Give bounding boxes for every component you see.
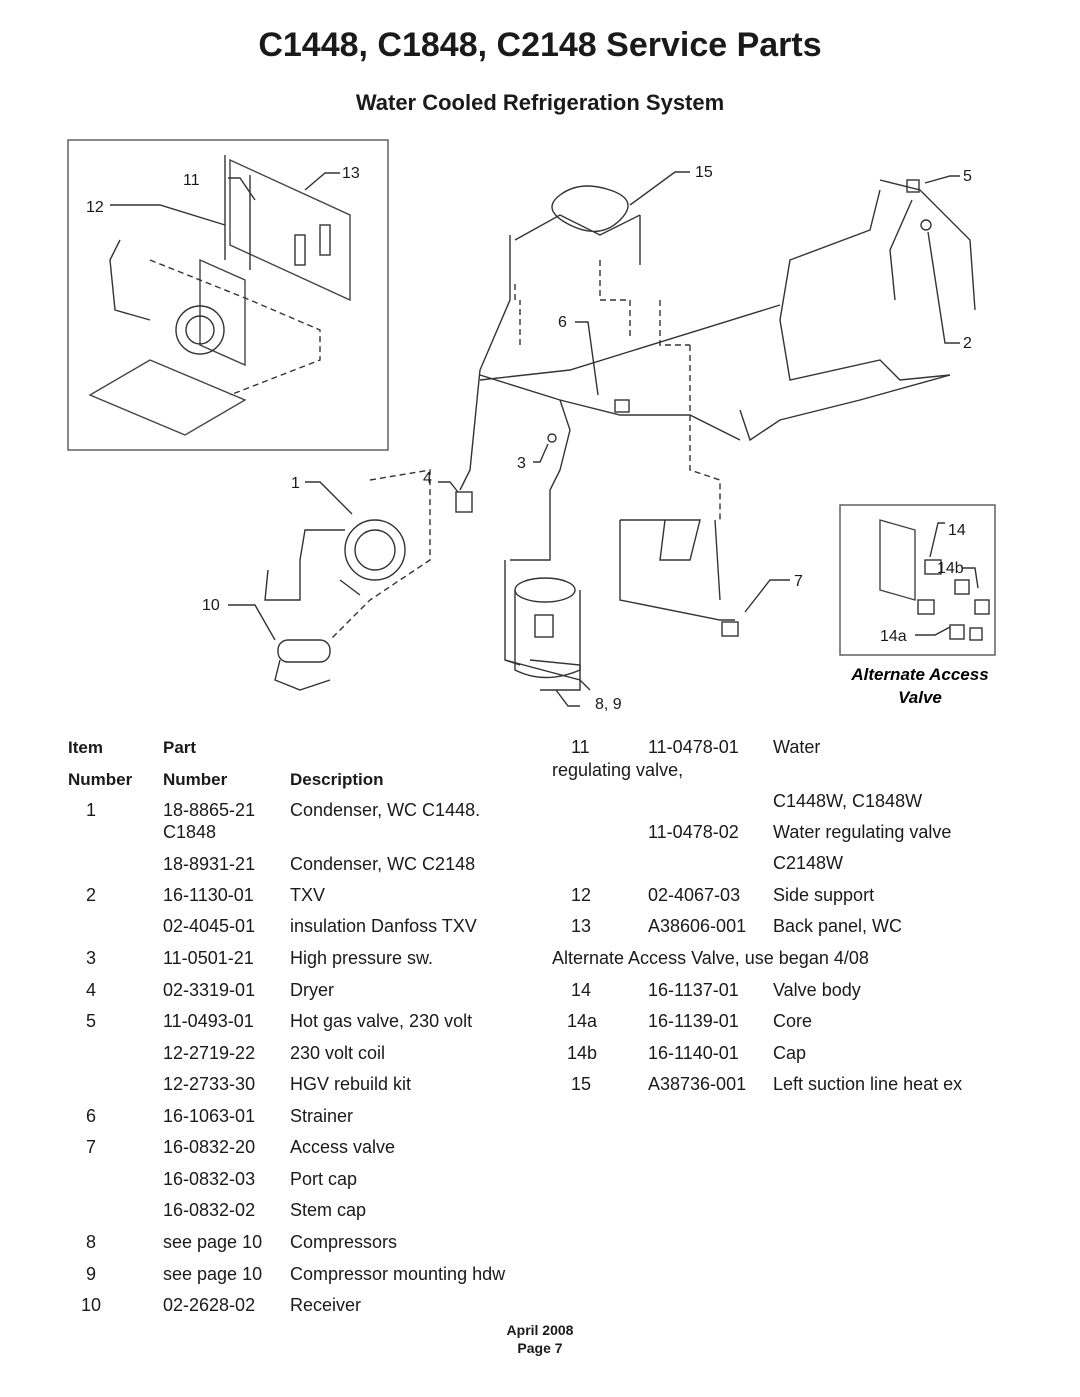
page-subtitle: Water Cooled Refrigeration System (355, 90, 725, 115)
callout-1: 1 (291, 475, 300, 492)
item-number: 15 (571, 1074, 592, 1094)
alternate-access-caption-line-1: Alternate Access (851, 665, 989, 684)
part-description: HGV rebuild kit (290, 1074, 412, 1094)
item-number: 6 (86, 1106, 97, 1126)
part-description: Core (773, 1011, 813, 1031)
part-description: Left suction line heat ex (773, 1074, 963, 1094)
part-description: Water regulating valve (773, 822, 952, 842)
item-number: 13 (571, 916, 592, 936)
callout-4: 4 (423, 470, 432, 487)
callout-15: 15 (695, 164, 713, 181)
callout-7: 7 (794, 573, 803, 590)
part-number: 16-0832-02 (163, 1200, 256, 1220)
part-description: Access valve (290, 1137, 396, 1157)
item-number: 12 (571, 885, 592, 905)
item-number: 14b (567, 1043, 598, 1063)
part-description: Hot gas valve, 230 volt (290, 1011, 473, 1031)
item-number: 8 (86, 1232, 97, 1252)
part-number: 02-3319-01 (163, 980, 256, 1000)
item-number: 2 (86, 885, 97, 905)
part-number: 16-0832-03 (163, 1169, 256, 1189)
alternate-access-caption-line-2: Valve (898, 688, 942, 707)
part-number: 16-1139-01 (648, 1011, 739, 1031)
item-number: 3 (86, 948, 97, 968)
callout-13: 13 (342, 165, 360, 182)
part-number: see page 10 (163, 1232, 263, 1252)
part-description: Compressors (290, 1232, 398, 1252)
item-number: 11 (571, 737, 590, 757)
header-item-2: Number (68, 770, 133, 789)
part-number: 11-0478-02 (648, 822, 739, 842)
part-description: Side support (773, 885, 875, 905)
alternate-access-note: Alternate Access Valve, use began 4/08 (552, 948, 869, 968)
item-number: 14 (571, 980, 592, 1000)
callout-14b: 14b (937, 560, 964, 577)
callout-8-9: 8, 9 (595, 696, 622, 713)
part-description: High pressure sw. (290, 948, 434, 968)
callout-5: 5 (963, 168, 972, 185)
page-title: C1448, C1848, C2148 Service Parts (258, 26, 822, 64)
callout-11: 11 (183, 172, 200, 189)
callout-14: 14 (948, 522, 966, 539)
item-continuation: C1848 (163, 822, 217, 842)
part-number: 18-8931-21 (163, 854, 256, 874)
header-part-2: Number (163, 770, 228, 789)
part-number: 11-0501-21 (163, 948, 254, 968)
footer-page-number: Page 7 (517, 1340, 563, 1356)
part-number: 16-0832-20 (163, 1137, 256, 1157)
part-number: 02-4045-01 (163, 916, 256, 936)
part-description: Valve body (773, 980, 861, 1000)
callout-6: 6 (558, 314, 567, 331)
part-description: TXV (290, 885, 326, 905)
part-description: insulation Danfoss TXV (290, 916, 477, 936)
header-description: Description (290, 770, 384, 789)
item-number: 5 (86, 1011, 97, 1031)
item-number: 9 (86, 1264, 97, 1284)
part-description: Back panel, WC (773, 916, 903, 936)
part-description-continued: regulating valve, (552, 760, 684, 780)
part-number: 18-8865-21 (163, 800, 256, 820)
part-number: 16-1140-01 (648, 1043, 739, 1063)
part-number: 12-2719-22 (163, 1043, 256, 1063)
part-number: 12-2733-30 (163, 1074, 256, 1094)
item-number: 10 (81, 1295, 102, 1315)
header-part-1: Part (163, 738, 197, 757)
part-description: Condenser, WC C1448. (290, 800, 481, 820)
part-description: Compressor mounting hdw (290, 1264, 506, 1284)
item-number: 4 (86, 980, 97, 1000)
part-description: Receiver (290, 1295, 362, 1315)
callout-14a: 14a (880, 628, 907, 645)
part-description: Port cap (290, 1169, 358, 1189)
part-number: 02-2628-02 (163, 1295, 256, 1315)
part-number: see page 10 (163, 1264, 263, 1284)
header-item-1: Item (68, 738, 103, 757)
part-number: 16-1063-01 (163, 1106, 256, 1126)
part-description: Strainer (290, 1106, 354, 1126)
part-description-continued: C2148W (773, 853, 844, 873)
part-number: 16-1137-01 (648, 980, 739, 1000)
item-number: 1 (86, 800, 97, 820)
callout-2: 2 (963, 335, 972, 352)
item-number: 14a (567, 1011, 598, 1031)
part-description: Cap (773, 1043, 807, 1063)
part-number: 11-0478-01 (648, 737, 739, 757)
part-description: Condenser, WC C2148 (290, 854, 476, 874)
part-number: 11-0493-01 (163, 1011, 254, 1031)
footer-date: April 2008 (506, 1322, 574, 1338)
part-description-continued: C1448W, C1848W (773, 791, 923, 811)
part-number: A38606-001 (648, 916, 747, 936)
part-number: A38736-001 (648, 1074, 747, 1094)
callout-3: 3 (517, 455, 526, 472)
callout-12: 12 (86, 199, 104, 216)
part-number: 02-4067-03 (648, 885, 741, 905)
item-number: 7 (86, 1137, 97, 1157)
part-number: 16-1130-01 (163, 885, 254, 905)
part-description: 230 volt coil (290, 1043, 386, 1063)
callout-10: 10 (202, 597, 220, 614)
part-description: Stem cap (290, 1200, 367, 1220)
part-description: Water (773, 737, 821, 757)
part-description: Dryer (290, 980, 334, 1000)
